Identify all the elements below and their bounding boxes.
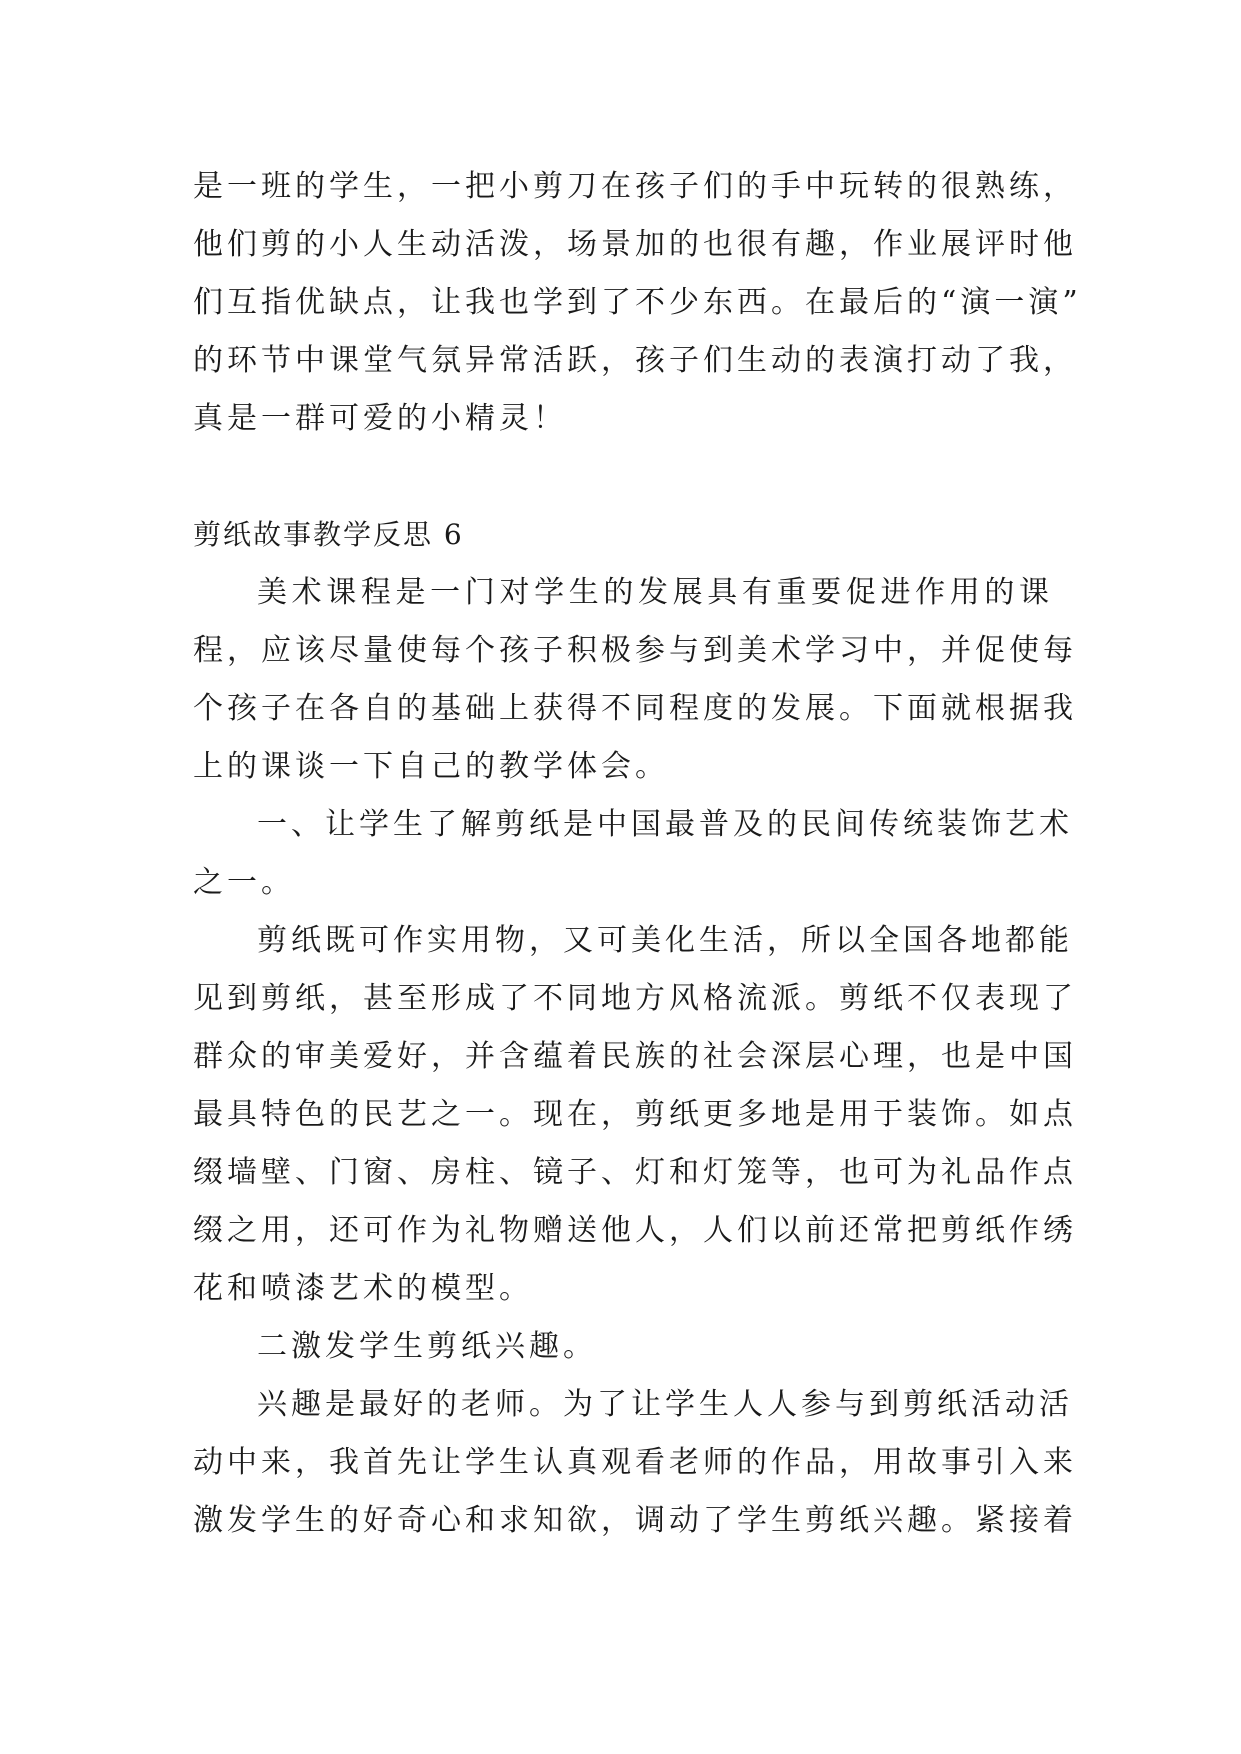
text-line: 的环节中课堂气氛异常活跃，孩子们生动的表演打动了我，	[193, 343, 1077, 378]
text-line: 们互指优缺点，让我也学到了不少东西。在最后的“演一演”	[193, 285, 1082, 320]
paragraph-papercut-uses	[193, 912, 1077, 1318]
paragraph-intro	[193, 564, 1077, 796]
text-line: 上的课谈一下自己的教学体会。	[193, 749, 669, 784]
text-line: 缀之用，还可作为礼物赠送他人，人们以前还常把剪纸作绣	[193, 1213, 1077, 1248]
continuation-paragraph	[193, 158, 1082, 448]
text-line: 见到剪纸，甚至形成了不同地方风格流派。剪纸不仅表现了	[193, 981, 1077, 1016]
text-line: 动中来，我首先让学生认真观看老师的作品，用故事引入来	[193, 1445, 1077, 1480]
text-line: 二激发学生剪纸兴趣。	[257, 1329, 597, 1364]
text-line: 剪纸既可作实用物，又可美化生活，所以全国各地都能	[257, 923, 1073, 958]
text-line: 最具特色的民艺之一。现在，剪纸更多地是用于装饰。如点	[193, 1097, 1077, 1132]
text-line: 是一班的学生，一把小剪刀在孩子们的手中玩转的很熟练，	[193, 169, 1077, 204]
paragraph-point-one	[193, 796, 1073, 912]
text-line: 个孩子在各自的基础上获得不同程度的发展。下面就根据我	[193, 691, 1077, 726]
text-line: 他们剪的小人生动活泼，场景加的也很有趣，作业展评时他	[193, 227, 1077, 262]
paragraph-interest	[193, 1376, 1077, 1550]
text-line: 一、让学生了解剪纸是中国最普及的民间传统装饰艺术	[257, 807, 1073, 842]
text-line: 群众的审美爱好，并含蕴着民族的社会深层心理，也是中国	[193, 1039, 1077, 1074]
document-page	[193, 158, 1082, 1550]
text-line: 程，应该尽量使每个孩子积极参与到美术学习中，并促使每	[193, 633, 1077, 668]
text-line: 花和喷漆艺术的模型。	[193, 1271, 533, 1306]
text-line: 兴趣是最好的老师。为了让学生人人参与到剪纸活动活	[257, 1387, 1073, 1422]
text-line: 激发学生的好奇心和求知欲，调动了学生剪纸兴趣。紧接着	[193, 1503, 1077, 1538]
text-line: 真是一群可爱的小精灵！	[193, 401, 567, 436]
section-heading: 剪纸故事教学反思 6	[193, 518, 464, 551]
text-line: 缀墙壁、门窗、房柱、镜子、灯和灯笼等，也可为礼品作点	[193, 1155, 1077, 1190]
text-line: 之一。	[193, 865, 295, 900]
text-line: 美术课程是一门对学生的发展具有重要促进作用的课	[257, 575, 1053, 610]
paragraph-point-two	[193, 1318, 1053, 1376]
